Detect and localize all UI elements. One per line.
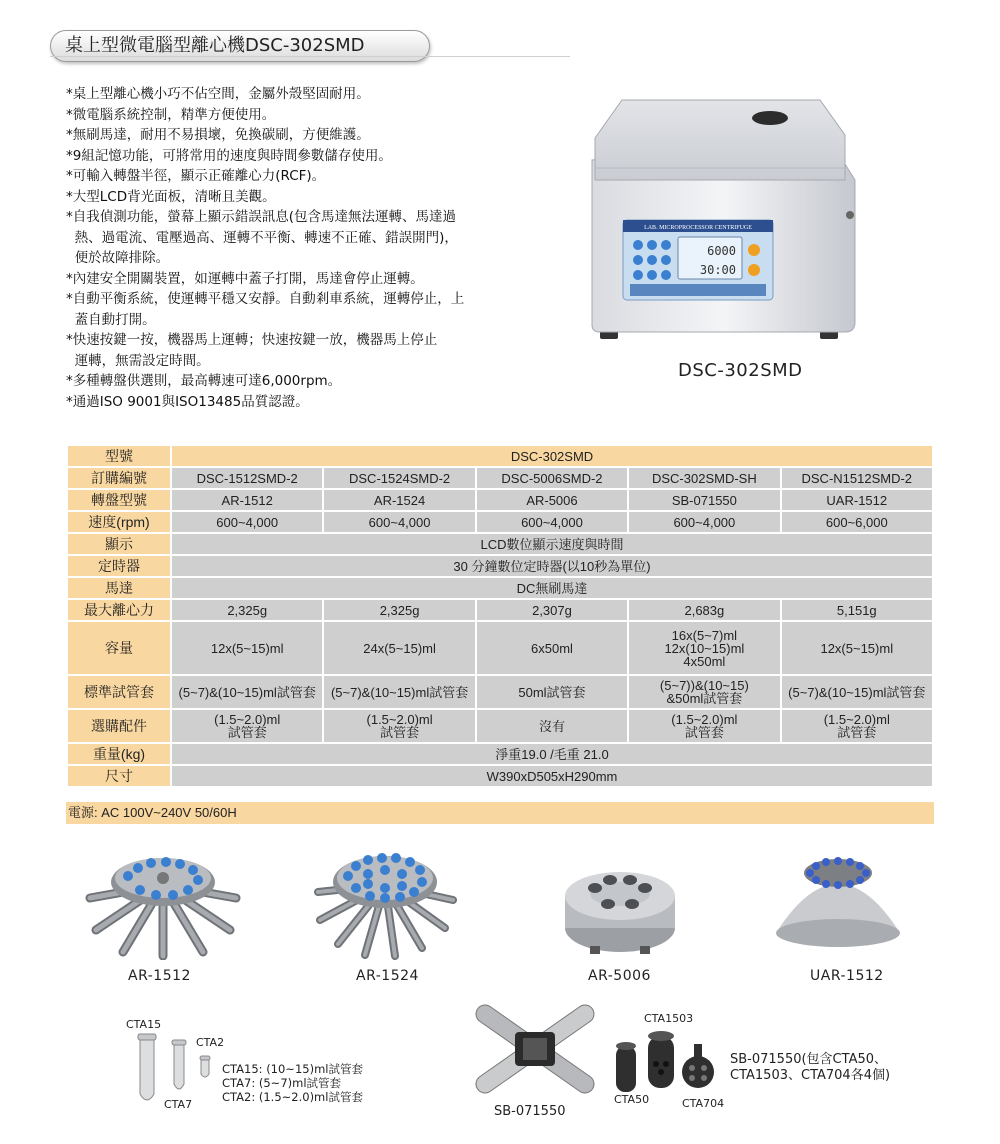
- bucket-adapters-image: [610, 1026, 720, 1096]
- table-cell: 2,325g: [171, 599, 323, 621]
- table-cell: 淨重19.0 /毛重 21.0: [171, 743, 933, 765]
- table-cell: 5,151g: [781, 599, 933, 621]
- cta15-label: CTA15: [126, 1018, 162, 1031]
- table-cell: 600~6,000: [781, 511, 933, 533]
- power-spec: 電源: AC 100V~240V 50/60H: [66, 802, 934, 824]
- time-readout: 30:00: [699, 263, 736, 277]
- cta7-label: CTA7: [164, 1098, 193, 1111]
- row-label: 訂購編號: [67, 467, 171, 489]
- table-cell: (1.5~2.0)ml 試管套: [781, 709, 933, 743]
- table-cell: SB-071550: [628, 489, 780, 511]
- sb071550-note: [730, 1052, 890, 1084]
- rotor-uar1512-caption: UAR-1512: [810, 968, 884, 984]
- table-cell: 30 分鐘數位定時器(以10秒為單位): [171, 555, 933, 577]
- table-cell: AR-5006: [476, 489, 628, 511]
- panel-title: LAB. MICROPROCESSOR CENTRIFUGE: [644, 225, 752, 231]
- table-cell: 50ml試管套: [476, 675, 628, 709]
- table-cell: DC無刷馬達: [171, 577, 933, 599]
- table-cell: (1.5~2.0)ml 試管套: [323, 709, 475, 743]
- table-cell: UAR-1512: [781, 489, 933, 511]
- cta2-label: CTA2: [196, 1036, 225, 1049]
- rotor-ar5006-image: [560, 848, 680, 958]
- row-label: 最大離心力: [67, 599, 171, 621]
- feature-item: *多種轉盤供選則，最高轉速可達6,000rpm。: [66, 373, 342, 389]
- row-label: 重量(kg): [67, 743, 171, 765]
- row-label: 選購配件: [67, 709, 171, 743]
- feature-item: 熱、過電流、電壓過高、運轉不平衡、轉速不正確、錯誤開門)，: [66, 229, 458, 246]
- table-cell: DSC-1524SMD-2: [323, 467, 475, 489]
- table-row: [67, 577, 933, 599]
- rotor-ar1512-caption: AR-1512: [128, 968, 191, 984]
- table-cell: (5~7)&(10~15)ml試管套: [171, 675, 323, 709]
- cta50-label: CTA50: [614, 1093, 650, 1106]
- table-row: [67, 675, 933, 709]
- speed-readout: 6000: [707, 244, 736, 258]
- feature-item: *微電腦系統控制，精準方便使用。: [66, 106, 276, 123]
- table-cell: 12x(5~15)ml: [781, 621, 933, 675]
- rotor-sb071550-image: [455, 996, 615, 1102]
- table-cell: 16x(5~7)ml 12x(10~15)ml 4x50ml: [628, 621, 780, 675]
- row-label: 容量: [67, 621, 171, 675]
- title-divider: [50, 56, 570, 57]
- rotor-ar1524-image: [310, 840, 460, 960]
- row-label: 標準試管套: [67, 675, 171, 709]
- row-label: 定時器: [67, 555, 171, 577]
- table-cell: 600~4,000: [476, 511, 628, 533]
- legend-item: CTA2: (1.5~2.0)ml試管套: [222, 1090, 363, 1104]
- table-cell: DSC-N1512SMD-2: [781, 467, 933, 489]
- table-cell: 24x(5~15)ml: [323, 621, 475, 675]
- table-row: [67, 765, 933, 787]
- rotor-ar1512-image: [78, 840, 248, 960]
- feature-item: 蓋自動打開。: [66, 311, 156, 328]
- table-cell: 600~4,000: [171, 511, 323, 533]
- table-cell: (5~7))&(10~15) &50ml試管套: [628, 675, 780, 709]
- table-cell: AR-1512: [171, 489, 323, 511]
- rotor-ar5006-caption: AR-5006: [588, 968, 651, 984]
- table-row: [67, 511, 933, 533]
- feature-item: *自我偵測功能，螢幕上顯示錯誤訊息(包含馬達無法運轉、馬達過: [66, 209, 457, 225]
- table-cell: DSC-302SMD-SH: [628, 467, 780, 489]
- table-cell: 600~4,000: [323, 511, 475, 533]
- sb071550-caption: SB-071550: [494, 1104, 566, 1119]
- rotor-ar1524-caption: AR-1524: [356, 968, 419, 984]
- cta704-label: CTA704: [682, 1097, 725, 1110]
- table-row: [67, 743, 933, 765]
- note-line: SB-071550(包含CTA50、: [730, 1052, 888, 1067]
- row-label: 轉盤型號: [67, 489, 171, 511]
- feature-item: 便於故障排除。: [66, 250, 170, 266]
- machine-caption: DSC-302SMD: [678, 360, 803, 381]
- row-label: 尺寸: [67, 765, 171, 787]
- tube-legend: [222, 1062, 363, 1104]
- legend-item: CTA7: (5~7)ml試管套: [222, 1076, 342, 1090]
- table-cell: 2,307g: [476, 599, 628, 621]
- table-cell: DSC-5006SMD-2: [476, 467, 628, 489]
- table-cell: 2,325g: [323, 599, 475, 621]
- feature-item: *可輸入轉盤半徑，顯示正確離心力(RCF)。: [66, 168, 326, 184]
- table-cell: (5~7)&(10~15)ml試管套: [323, 675, 475, 709]
- table-cell: W390xD505xH290mm: [171, 765, 933, 787]
- feature-item: *內建安全開關裝置，如運轉中蓋子打開，馬達會停止運轉。: [66, 270, 424, 287]
- feature-item: *自動平衡系統，使運轉平穩又安靜。自動剎車系統，運轉停止，上: [66, 291, 465, 307]
- note-line: CTA1503、CTA704各4個): [730, 1068, 891, 1083]
- table-row: [67, 555, 933, 577]
- table-cell: 6x50ml: [476, 621, 628, 675]
- table-cell: LCD數位顯示速度與時間: [171, 533, 933, 555]
- table-cell: DSC-1512SMD-2: [171, 467, 323, 489]
- feature-item: 運轉，無需設定時間。: [66, 352, 210, 369]
- row-label: 速度(rpm): [67, 511, 171, 533]
- table-row: [67, 599, 933, 621]
- page-title: 桌上型微電腦型離心機DSC-302SMD: [50, 30, 430, 62]
- row-label: 型號: [67, 445, 171, 467]
- row-label: 馬達: [67, 577, 171, 599]
- feature-list: [66, 84, 506, 412]
- feature-item: *9組記憶功能，可將常用的速度與時間參數儲存使用。: [66, 147, 392, 164]
- centrifuge-machine-image: [580, 80, 870, 350]
- feature-item: *無刷馬達，耐用不易損壞，免換碳刷，方便維護。: [66, 127, 370, 143]
- table-row: [67, 621, 933, 675]
- table-row: [67, 489, 933, 511]
- table-cell: (1.5~2.0)ml 試管套: [171, 709, 323, 743]
- legend-item: CTA15: (10~15)ml試管套: [222, 1062, 363, 1076]
- feature-item: *桌上型離心機小巧不佔空間，金屬外殼堅固耐用。: [66, 86, 370, 102]
- table-cell: (5~7)&(10~15)ml試管套: [781, 675, 933, 709]
- feature-item: *通過ISO 9001與ISO13485品質認證。: [66, 393, 309, 410]
- table-cell: AR-1524: [323, 489, 475, 511]
- cta1503-label: CTA1503: [644, 1012, 694, 1025]
- feature-item: *大型LCD背光面板，清晰且美觀。: [66, 188, 276, 205]
- table-cell: (1.5~2.0)ml 試管套: [628, 709, 780, 743]
- table-row: [67, 709, 933, 743]
- rotor-uar1512-image: [768, 845, 908, 955]
- table-row: [67, 533, 933, 555]
- table-cell: 2,683g: [628, 599, 780, 621]
- row-label: 顯示: [67, 533, 171, 555]
- spec-table: [66, 444, 934, 788]
- table-row: [67, 467, 933, 489]
- table-row: [67, 445, 933, 467]
- feature-item: *快速按鍵一按，機器馬上運轉；快速按鍵一放，機器馬上停止: [66, 332, 438, 348]
- table-cell: 沒有: [476, 709, 628, 743]
- table-cell: 600~4,000: [628, 511, 780, 533]
- table-cell: DSC-302SMD: [171, 445, 933, 467]
- table-cell: 12x(5~15)ml: [171, 621, 323, 675]
